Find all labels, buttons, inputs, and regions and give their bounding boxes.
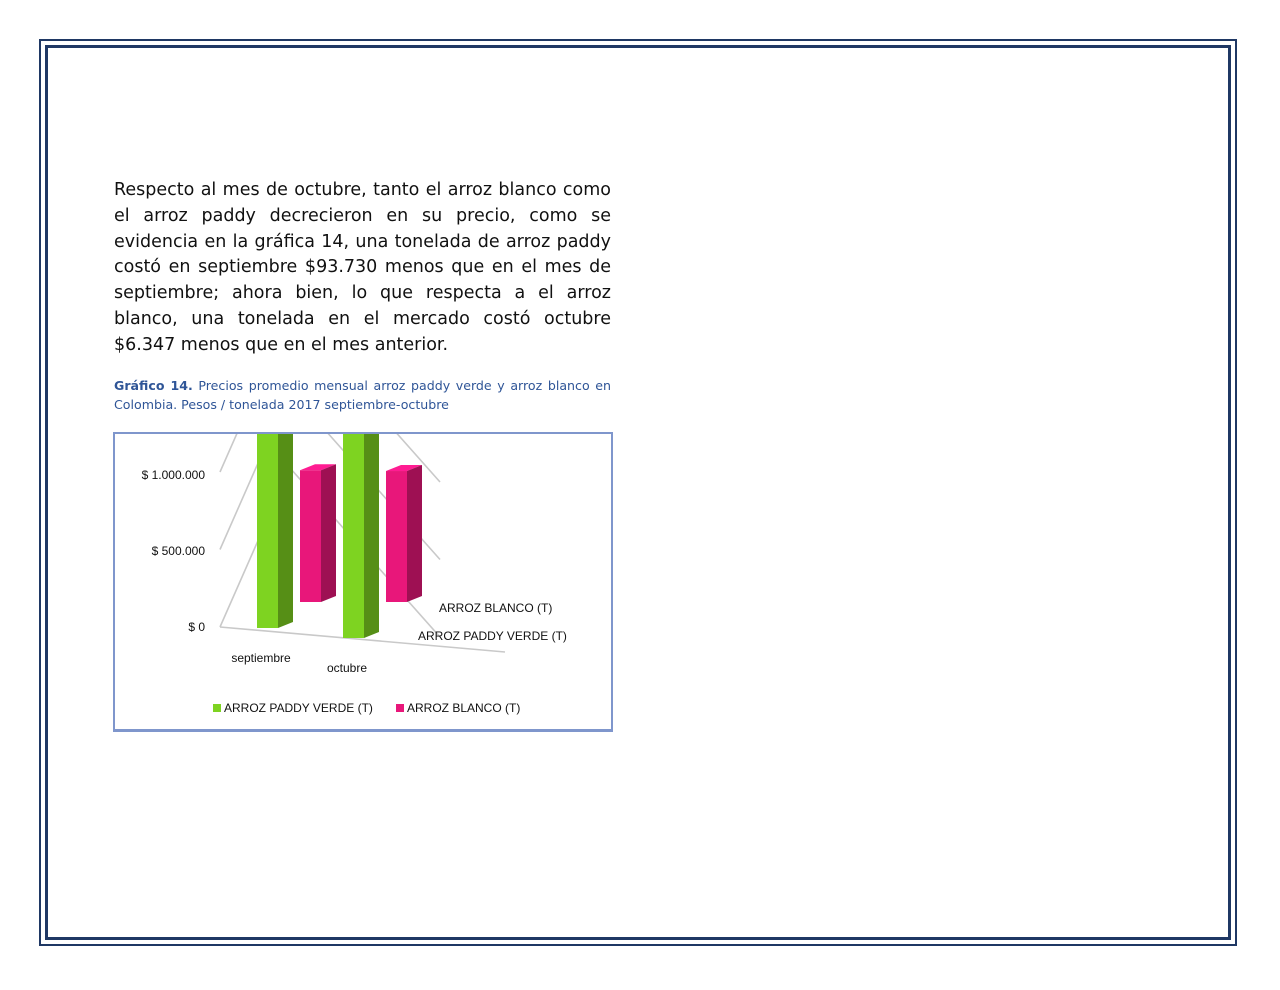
bar-arroz-paddy-verde-t--front bbox=[343, 434, 364, 638]
depth-axis-label: ARROZ PADDY VERDE (T) bbox=[418, 629, 567, 643]
legend-swatch bbox=[213, 704, 221, 712]
body-paragraph: Respecto al mes de octubre, tanto el arroz blanco como el arroz paddy decrecieron en su precio, como se evidencia en la gráfica 14, una tonelada de arroz paddy costó en septiembre $93.730 menos que en el mes de septiembre; ahora bien, lo que respecta a el arroz blanco, una tonelada en el mercado costó octubre $6.347 menos que en el mes anterior. bbox=[114, 180, 611, 355]
y-tick-label: $ 500.000 bbox=[151, 544, 205, 558]
y-tick-label: $ 0 bbox=[188, 620, 205, 634]
x-tick-label: octubre bbox=[326, 661, 368, 675]
caption-lead: Gráfico 14. bbox=[114, 378, 193, 393]
bar-chart-3d bbox=[115, 434, 611, 729]
bar-arroz-blanco-t--side bbox=[321, 464, 336, 602]
caption-text: Precios promedio mensual arroz paddy verde y arroz blanco en Colombia. Pesos / tonelada 2017 septiembre-octubre bbox=[114, 378, 611, 412]
chart-container bbox=[113, 432, 613, 732]
depth-axis-label: ARROZ BLANCO (T) bbox=[439, 601, 553, 615]
figure-caption bbox=[114, 376, 611, 414]
bar-arroz-blanco-t--front bbox=[386, 471, 407, 602]
x-tick-label: septiembre bbox=[231, 651, 291, 665]
legend-label: ARROZ BLANCO (T) bbox=[407, 701, 521, 715]
y-tick-label: $ 1.000.000 bbox=[141, 468, 205, 482]
bar-arroz-paddy-verde-t--front bbox=[257, 434, 278, 628]
legend-swatch bbox=[396, 704, 404, 712]
bar-arroz-blanco-t--front bbox=[300, 470, 321, 602]
bar-arroz-blanco-t--side bbox=[407, 465, 422, 602]
bar-arroz-paddy-verde-t--side bbox=[278, 434, 293, 628]
legend-label: ARROZ PADDY VERDE (T) bbox=[224, 701, 373, 715]
bar-arroz-paddy-verde-t--side bbox=[364, 434, 379, 638]
